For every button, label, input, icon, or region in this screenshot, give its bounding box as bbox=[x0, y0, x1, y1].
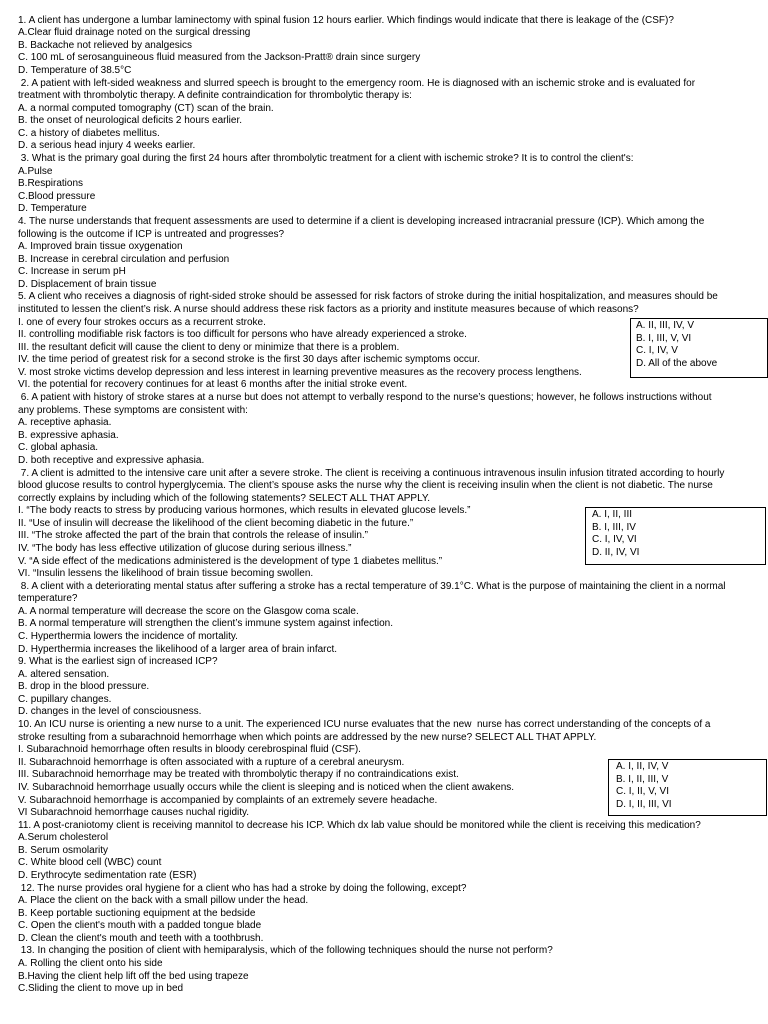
question-5-stem: 5. A client who receives a diagnosis of right-sided stroke should be assessed for risk factors of stroke during the initial hospitalization, and measures should be bbox=[18, 291, 718, 303]
question-2-option-d: D. a serious head injury 4 weeks earlier. bbox=[18, 140, 196, 152]
question-10-choice-d: D. I, II, III, VI bbox=[616, 798, 672, 810]
question-4-option-a: A. Improved brain tissue oxygenation bbox=[18, 241, 183, 253]
question-9-stem: 9. What is the earliest sign of increased ICP? bbox=[18, 656, 218, 668]
question-6-stem: any problems. These symptoms are consistent with: bbox=[18, 404, 248, 416]
question-1-option-d: D. Temperature of 38.5°C bbox=[18, 65, 132, 76]
question-10-statement-i: I. Subarachnoid hemorrhage often results in bloody cerebrospinal fluid (CSF). bbox=[18, 744, 361, 756]
question-6-option-c: C. global aphasia. bbox=[18, 442, 99, 454]
question-8 bbox=[18, 581, 726, 656]
question-7-statement-vi: VI. “Insulin lessens the likelihood of brain tissue becoming swollen. bbox=[18, 568, 314, 580]
question-1-stem: 1. A client has undergone a lumbar laminectomy with spinal fusion 12 hours earlier. Which findings would indicate that there is leakage of the (CSF)? bbox=[18, 14, 674, 26]
question-5-choice-box bbox=[630, 318, 768, 378]
question-5-statement-i: I. one of every four strokes occurs as a recurrent stroke. bbox=[18, 316, 266, 328]
question-4-option-d: D. Displacement of brain tissue bbox=[18, 278, 157, 290]
question-10-statement-iii: III. Subarachnoid hemorrhage may be treated with thrombolytic therapy if no contraindications exist. bbox=[18, 769, 459, 781]
question-3-option-d: D. Temperature bbox=[18, 203, 87, 215]
question-8-option-a: A. A normal temperature will decrease the score on the Glasgow coma scale. bbox=[18, 605, 359, 617]
question-10-choice-a: A. I, II, IV, V bbox=[616, 761, 669, 772]
question-7-statement-iv: IV. “The body has less effective utilization of glucose during serious illness.” bbox=[18, 542, 352, 554]
question-12-option-a: A. Place the client on the back with a small pillow under the head. bbox=[18, 895, 309, 907]
question-11-option-a: A.Serum cholesterol bbox=[18, 832, 109, 844]
question-4-option-b: B. Increase in cerebral circulation and perfusion bbox=[18, 253, 230, 265]
question-6 bbox=[18, 392, 726, 467]
question-6-option-a: A. receptive aphasia. bbox=[18, 417, 112, 429]
question-10-statement-ii: II. Subarachnoid hemorrhage is often associated with a rupture of a cerebral aneurysm. bbox=[18, 756, 405, 768]
question-3 bbox=[18, 153, 726, 216]
question-7-stem: 7. A client is admitted to the intensive care unit after a severe stroke. The client is receiving a continuous intravenous insulin infusion titrated according to hourly bbox=[18, 467, 725, 479]
question-10-choice-b: B. I, II, III, V bbox=[616, 773, 669, 785]
question-1-option-a: A.Clear fluid drainage noted on the surgical dressing bbox=[18, 27, 251, 39]
question-10-statement-vi: VI Subarachnoid hemorrhage causes nuchal rigidity. bbox=[18, 807, 250, 819]
question-4-option-c: C. Increase in serum pH bbox=[18, 266, 126, 278]
question-5-statement-v: V. most stroke victims develop depression and less interest in learning preventive measures as the recovery process lengthens. bbox=[18, 366, 582, 378]
question-6-stem: 6. A patient with history of stroke stares at a nurse but does not attempt to verbally respond to the nurse’s questions; however, he follows instructions without bbox=[18, 392, 712, 404]
question-2-stem: 2. A patient with left-sided weakness and slurred speech is brought to the emergency room. He is diagnosed with an ischemic stroke and is evaluated for bbox=[18, 77, 696, 89]
question-10-statement-iv: IV. Subarachnoid hemorrhage usually occurs while the client is sleeping and is noticed when the client awakens. bbox=[18, 781, 515, 793]
question-1-option-b: B. Backache not relieved by analgesics bbox=[18, 39, 192, 51]
question-4-stem: 4. The nurse understands that frequent assessments are used to determine if a client is developing increased intracranial pressure (ICP). Which among the bbox=[18, 215, 705, 227]
question-10-choice-c: C. I, II, V, VI bbox=[616, 786, 669, 798]
question-9 bbox=[18, 656, 726, 719]
question-7-statement-ii: II. “Use of insulin will decrease the likelihood of the client becoming diabetic in the future.” bbox=[18, 517, 414, 529]
question-2-option-c: C. a history of diabetes mellitus. bbox=[18, 127, 160, 139]
question-5-statement-vi: VI. the potential for recovery continues for at least 6 months after the initial stroke event. bbox=[18, 379, 408, 391]
question-5-statement-iii: III. the resultant deficit will cause the client to deny or minimize that there is a problem. bbox=[18, 341, 400, 353]
question-12-stem: 12. The nurse provides oral hygiene for a client who has had a stroke by doing the following, except? bbox=[18, 882, 467, 894]
question-4 bbox=[18, 216, 726, 291]
question-4-stem: following is the outcome if ICP is untreated and progresses? bbox=[18, 228, 285, 240]
question-8-stem: temperature? bbox=[18, 593, 78, 605]
question-5-statement-ii: II. controlling modifiable risk factors is too difficult for persons who have already experienced a stroke. bbox=[18, 329, 467, 341]
question-7-choice-b: B. I, III, IV bbox=[592, 521, 636, 533]
question-12 bbox=[18, 883, 726, 946]
question-2-option-a: A. a normal computed tomography (CT) scan of the brain. bbox=[18, 102, 274, 114]
question-7-choice-a: A. I, II, III bbox=[592, 509, 633, 520]
question-1-option-c: C. 100 mL of serosanguineous fluid measured from the Jackson-Pratt® drain since surgery bbox=[18, 52, 421, 64]
question-5-statement-iv: IV. the time period of greatest risk for a second stroke is the first 30 days after ischemic symptoms occur. bbox=[18, 354, 481, 366]
question-5-choice-a: A. II, III, IV, V bbox=[636, 320, 694, 331]
question-12-option-d: D. Clean the client's mouth and teeth with a toothbrush. bbox=[18, 932, 264, 944]
question-11-option-b: B. Serum osmolarity bbox=[18, 844, 109, 856]
question-10-statement-v: V. Subarachnoid hemorrhage is accompanied by complaints of an extremely severe headache. bbox=[18, 794, 438, 806]
question-5-choice-d: D. All of the above bbox=[636, 357, 718, 369]
question-8-option-c: C. Hyperthermia lowers the incidence of mortality. bbox=[18, 631, 238, 643]
question-13-stem: 13. In changing the position of client with hemiparalysis, which of the following techniques should the nurse not perform? bbox=[18, 945, 553, 957]
question-11 bbox=[18, 820, 726, 883]
question-9-option-a: A. altered sensation. bbox=[18, 668, 110, 680]
question-6-option-b: B. expressive aphasia. bbox=[18, 429, 119, 441]
question-12-option-b: B. Keep portable suctioning equipment at the bedside bbox=[18, 907, 256, 919]
question-2-option-b: B. the onset of neurological deficits 2 hours earlier. bbox=[18, 115, 243, 127]
question-1 bbox=[18, 15, 726, 78]
question-7-statement-iii: III. “The stroke affected the part of the brain that controls the release of insulin.” bbox=[18, 530, 369, 542]
question-5-choice-b: B. I, III, V, VI bbox=[636, 332, 692, 344]
question-3-stem: 3. What is the primary goal during the first 24 hours after thrombolytic treatment for a client with ischemic stroke? It is to control the client's: bbox=[18, 153, 634, 165]
question-11-stem: 11. A post-craniotomy client is receiving mannitol to decrease his ICP. Which dx lab value should be monitored while the client is receiving this medication? bbox=[18, 819, 701, 831]
question-11-option-c: C. White blood cell (WBC) count bbox=[18, 857, 162, 869]
question-3-option-b: B.Respirations bbox=[18, 178, 84, 190]
question-8-stem: 8. A client with a deteriorating mental status after suffering a stroke has a rectal temperature of 39.1°C. What is the purpose of maintaining the client in a normal bbox=[18, 580, 726, 592]
question-9-option-c: C. pupillary changes. bbox=[18, 693, 112, 705]
question-7-stem: blood glucose results to control hyperglycemia. The client’s spouse asks the nurse why the client is receiving insulin when the client is not diabetic. The nurse bbox=[18, 480, 713, 492]
question-5-choice-c: C. I, IV, V bbox=[636, 345, 678, 357]
question-3-option-a: A.Pulse bbox=[18, 165, 53, 177]
question-5 bbox=[18, 291, 726, 392]
question-13 bbox=[18, 945, 726, 995]
question-13-option-a: A. Rolling the client onto his side bbox=[18, 958, 163, 970]
question-7-stem: correctly explains by including which of the following statements? SELECT ALL THAT APPLY. bbox=[18, 492, 431, 504]
question-10-stem: stroke resulting from a subarachnoid hemorrhage when which points are addressed by the new nurse? SELECT ALL THAT APPLY. bbox=[18, 731, 597, 743]
question-9-option-b: B. drop in the blood pressure. bbox=[18, 681, 150, 693]
question-6-option-d: D. both receptive and expressive aphasia. bbox=[18, 454, 205, 466]
question-list bbox=[18, 15, 726, 996]
question-13-option-b: B.Having the client help lift off the bed using trapeze bbox=[18, 970, 249, 982]
question-8-option-b: B. A normal temperature will strengthen the client’s immune system against infection. bbox=[18, 618, 393, 630]
question-13-option-c: C.Sliding the client to move up in bed bbox=[18, 983, 184, 995]
question-7-statement-v: V. “A side effect of the medications administered is the development of type 1 diabetes mellitus.” bbox=[18, 555, 443, 567]
question-3-option-c: C.Blood pressure bbox=[18, 190, 96, 202]
question-10-stem: 10. An ICU nurse is orienting a new nurse to a unit. The experienced ICU nurse evaluates that the new nurse has correct understanding of the concepts of a bbox=[18, 719, 711, 731]
question-8-option-d: D. Hyperthermia increases the likelihood of a larger area of brain infarct. bbox=[18, 643, 338, 655]
question-2-stem: treatment with thrombolytic therapy. A definite contraindication for thrombolytic therapy is: bbox=[18, 90, 412, 102]
question-7-choice-box bbox=[585, 507, 766, 565]
question-7-choice-d: D. II, IV, VI bbox=[592, 546, 640, 558]
question-5-stem: instituted to lessen the client’s risk. A nurse should address these risk factors as a priority and institute measures because of which reasons? bbox=[18, 303, 639, 315]
question-9-option-d: D. changes in the level of consciousness. bbox=[18, 706, 202, 718]
question-12-option-c: C. Open the client's mouth with a padded tongue blade bbox=[18, 920, 262, 932]
question-2 bbox=[18, 78, 726, 153]
question-7-choice-c: C. I, IV, VI bbox=[592, 534, 637, 546]
question-10-choice-box bbox=[608, 759, 767, 816]
question-7-statement-i: I. “The body reacts to stress by producing various hormones, which results in elevated glucose levels.” bbox=[18, 505, 471, 517]
question-11-option-d: D. Erythrocyte sedimentation rate (ESR) bbox=[18, 870, 197, 881]
